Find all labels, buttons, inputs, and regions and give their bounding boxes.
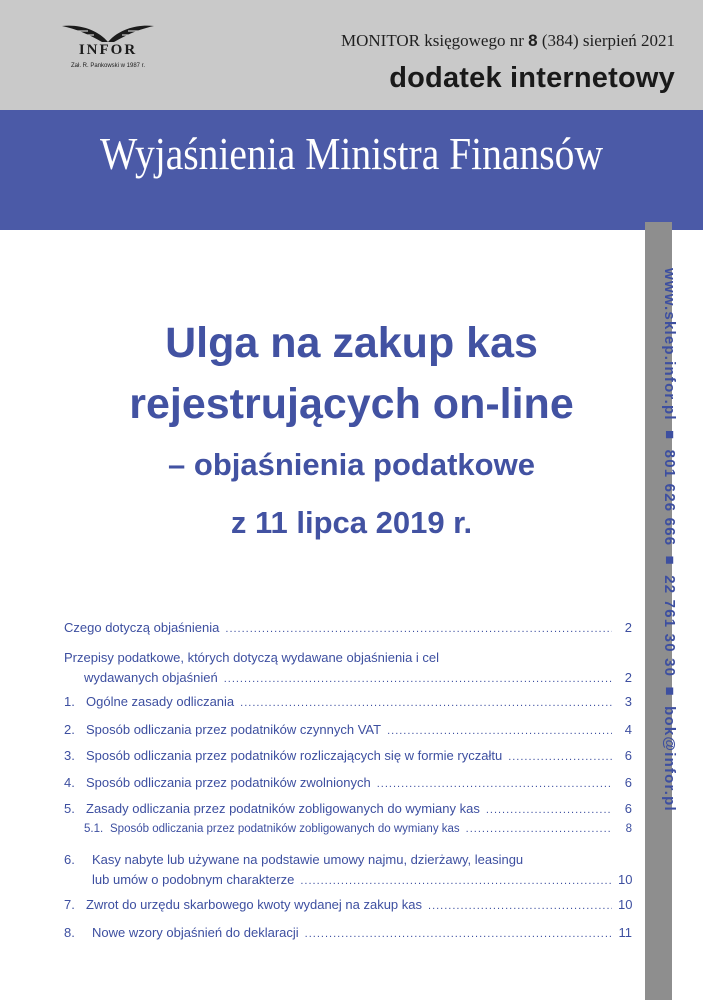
toc-entry[interactable]	[64, 925, 632, 945]
toc-entry-number: 7.	[64, 897, 75, 912]
toc-leader	[240, 697, 612, 709]
toc-leader	[428, 900, 612, 912]
main-title-line-4: z 11 lipca 2019 r.	[230, 505, 473, 540]
main-title-line-1: Ulga na zakup kas	[165, 319, 538, 367]
toc-leader	[377, 778, 612, 790]
toc-entry-number: 4.	[64, 775, 75, 790]
main-title-line-3: – objaśnienia podatkowe	[168, 447, 535, 482]
side-contact: www.sklep.infor.pl ■ 801 626 666 ■ 22 761 30 30 ■ bok@infor.pl	[661, 268, 678, 812]
toc-entry-text-continued: wydawanych objaśnień	[84, 670, 218, 685]
toc-entry-page: 8	[625, 823, 632, 835]
issue-line	[341, 31, 675, 51]
toc-entry-text: Czego dotyczą objaśnienia	[64, 620, 220, 635]
toc-entry-text: Sposób odliczania przez podatników zobligowanych do wymiany kas	[110, 823, 460, 835]
toc-entry-page: 4	[624, 722, 632, 737]
toc-entry-number: 8.	[64, 925, 75, 940]
toc-entry-page: 3	[624, 694, 632, 709]
toc-entry[interactable]	[64, 801, 632, 821]
eagle-wings-icon	[58, 22, 158, 44]
toc-leader	[387, 725, 612, 737]
toc-entry-page: 2	[624, 620, 632, 635]
toc-entry-text: Sposób odliczania przez podatników rozliczających się w formie ryczałtu	[86, 748, 503, 763]
toc-entry-page: 10	[618, 872, 633, 887]
toc-leader	[305, 928, 612, 940]
toc-entry-page: 10	[618, 897, 633, 912]
toc-entry-number: 2.	[64, 722, 75, 737]
toc-entry-text: Nowe wzory objaśnień do deklaracji	[92, 925, 299, 940]
toc-entry[interactable]	[64, 775, 632, 795]
toc-entry-number: 1.	[64, 694, 75, 709]
toc-entry-text: Ogólne zasady odliczania	[86, 694, 235, 709]
toc-entry-page: 11	[618, 925, 632, 940]
toc-entry-text: Przepisy podatkowe, których dotyczą wydawane objaśnienia i cel	[64, 650, 440, 665]
toc-entry-page: 6	[624, 748, 632, 763]
toc-entry-text: Kasy nabyte lub używane na podstawie umowy najmu, dzierżawy, leasingu	[92, 852, 524, 867]
toc-entry[interactable]	[64, 897, 632, 917]
toc-leader	[225, 623, 612, 635]
toc-entry-page: 2	[624, 670, 632, 685]
toc-entry-number: 5.1.	[84, 823, 104, 835]
toc-entry-text: Zwrot do urzędu skarbowego kwoty wydanej na zakup kas	[86, 897, 423, 912]
publisher-logo	[58, 22, 158, 77]
toc-entry-number: 5.	[64, 801, 75, 816]
issue-suffix: (384) sierpień 2021	[537, 31, 675, 50]
toc-subentry[interactable]	[64, 823, 632, 843]
toc-entry-page: 6	[624, 801, 632, 816]
toc-entry[interactable]	[64, 722, 632, 742]
toc-entry[interactable]	[64, 650, 632, 690]
toc-entry[interactable]	[64, 852, 632, 892]
main-title-line-2: rejestrujących on-line	[129, 380, 574, 428]
toc-entry[interactable]	[64, 694, 632, 714]
toc-leader	[486, 804, 612, 816]
toc-leader	[300, 875, 612, 887]
toc-entry-text-continued: lub umów o podobnym charakterze	[92, 872, 295, 887]
toc-entry-number: 6.	[64, 852, 75, 867]
toc-leader	[466, 823, 612, 835]
toc-entry[interactable]	[64, 748, 632, 768]
toc-leader	[508, 751, 612, 763]
toc-entry[interactable]	[64, 620, 632, 640]
logo-name: INFOR	[78, 42, 138, 58]
toc-leader	[224, 673, 612, 685]
supplement-label: dodatek internetowy	[389, 62, 675, 94]
issue-prefix: MONITOR księgowego nr	[340, 31, 529, 50]
toc-entry-text: Sposób odliczania przez podatników czynnych VAT	[86, 722, 382, 737]
issue-number: 8	[528, 31, 538, 50]
toc-entry-text: Zasady odliczania przez podatników zobligowanych do wymiany kas	[86, 801, 480, 816]
toc-entry-text: Sposób odliczania przez podatników zwolnionych	[86, 775, 371, 790]
main-title	[0, 312, 703, 552]
toc-entry-page: 6	[624, 775, 632, 790]
toc-entry-number: 3.	[64, 748, 75, 763]
series-title: Wyjaśnienia Ministra Finansów	[99, 128, 604, 179]
logo-subtitle: Zał. R. Pankowski w 1987 r.	[70, 63, 146, 69]
